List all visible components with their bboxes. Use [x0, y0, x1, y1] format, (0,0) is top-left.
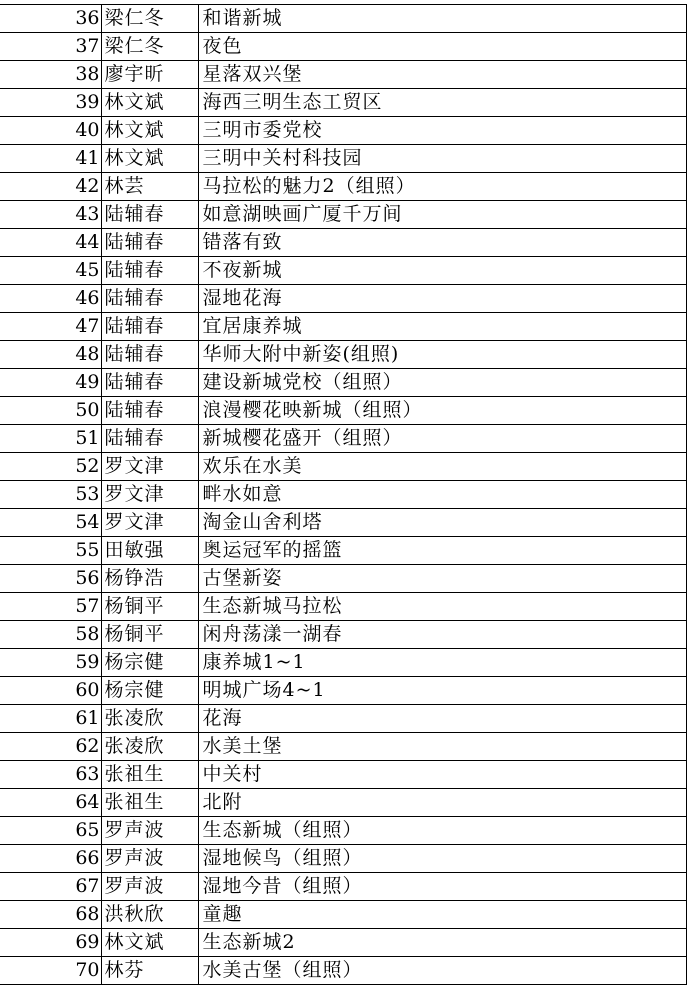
table-row	[0, 425, 686, 453]
title-cell[interactable]: 三明中关村科技园	[198, 145, 686, 173]
row-lead-cell[interactable]	[0, 565, 8, 593]
number-cell[interactable]: 39	[8, 89, 101, 117]
title-cell[interactable]: 夜色	[198, 33, 686, 61]
title-cell[interactable]: 湿地今昔（组照）	[198, 873, 686, 901]
title-cell[interactable]: 错落有致	[198, 229, 686, 257]
row-lead-cell[interactable]	[0, 817, 8, 845]
row-lead-cell[interactable]	[0, 173, 8, 201]
title-cell[interactable]: 海西三明生态工贸区	[198, 89, 686, 117]
table-row	[0, 201, 686, 229]
title-cell[interactable]: 湿地花海	[198, 285, 686, 313]
title-cell[interactable]: 闲舟荡漾一湖春	[198, 621, 686, 649]
table-row	[0, 313, 686, 341]
title-cell[interactable]: 生态新城（组照）	[198, 817, 686, 845]
number-cell[interactable]: 66	[8, 845, 101, 873]
author-cell[interactable]: 罗声波	[101, 845, 198, 873]
number-cell[interactable]: 40	[8, 117, 101, 145]
author-cell[interactable]: 洪秋欣	[101, 901, 198, 929]
number-cell[interactable]: 45	[8, 257, 101, 285]
title-cell[interactable]: 花海	[198, 705, 686, 733]
author-cell[interactable]: 廖宇昕	[101, 61, 198, 89]
number-cell[interactable]: 44	[8, 229, 101, 257]
author-cell[interactable]: 田敏强	[101, 537, 198, 565]
title-cell[interactable]: 华师大附中新姿(组照)	[198, 341, 686, 369]
entries-table	[0, 4, 687, 985]
number-cell[interactable]: 41	[8, 145, 101, 173]
number-cell[interactable]: 56	[8, 565, 101, 593]
number-cell[interactable]: 55	[8, 537, 101, 565]
row-lead-cell[interactable]	[0, 313, 8, 341]
number-cell[interactable]: 49	[8, 369, 101, 397]
title-cell[interactable]: 水美古堡（组照）	[198, 957, 686, 985]
row-lead-cell[interactable]	[0, 677, 8, 705]
title-cell[interactable]: 明城广场4~1	[198, 677, 686, 705]
table-row	[0, 957, 686, 985]
author-cell[interactable]: 梁仁冬	[101, 5, 198, 33]
row-lead-cell[interactable]	[0, 649, 8, 677]
title-cell[interactable]: 浪漫樱花映新城（组照）	[198, 397, 686, 425]
table-row	[0, 593, 686, 621]
row-lead-cell[interactable]	[0, 453, 8, 481]
table-row	[0, 33, 686, 61]
author-cell[interactable]: 杨铮浩	[101, 565, 198, 593]
number-cell[interactable]: 47	[8, 313, 101, 341]
row-lead-cell[interactable]	[0, 229, 8, 257]
title-cell[interactable]: 畔水如意	[198, 481, 686, 509]
author-cell[interactable]: 杨宗健	[101, 677, 198, 705]
table-row	[0, 257, 686, 285]
author-cell[interactable]: 林芸	[101, 173, 198, 201]
title-cell[interactable]: 古堡新姿	[198, 565, 686, 593]
row-lead-cell[interactable]	[0, 341, 8, 369]
number-cell[interactable]: 61	[8, 705, 101, 733]
table-row	[0, 929, 686, 957]
title-cell[interactable]: 欢乐在水美	[198, 453, 686, 481]
title-cell[interactable]: 童趣	[198, 901, 686, 929]
number-cell[interactable]: 43	[8, 201, 101, 229]
row-lead-cell[interactable]	[0, 5, 8, 33]
row-lead-cell[interactable]	[0, 705, 8, 733]
row-lead-cell[interactable]	[0, 537, 8, 565]
row-lead-cell[interactable]	[0, 873, 8, 901]
row-lead-cell[interactable]	[0, 117, 8, 145]
author-cell[interactable]: 张祖生	[101, 761, 198, 789]
author-cell[interactable]: 罗声波	[101, 873, 198, 901]
number-cell[interactable]: 36	[8, 5, 101, 33]
title-cell[interactable]: 生态新城2	[198, 929, 686, 957]
title-cell[interactable]: 如意湖映画广厦千万间	[198, 201, 686, 229]
author-cell[interactable]: 杨铜平	[101, 593, 198, 621]
number-cell[interactable]: 46	[8, 285, 101, 313]
row-lead-cell[interactable]	[0, 789, 8, 817]
row-lead-cell[interactable]	[0, 145, 8, 173]
number-cell[interactable]: 50	[8, 397, 101, 425]
table-row	[0, 481, 686, 509]
number-cell[interactable]: 52	[8, 453, 101, 481]
table-row	[0, 537, 686, 565]
table-row	[0, 565, 686, 593]
number-cell[interactable]: 48	[8, 341, 101, 369]
table-row	[0, 341, 686, 369]
table-row	[0, 733, 686, 761]
table-row	[0, 817, 686, 845]
author-cell[interactable]: 罗文津	[101, 453, 198, 481]
author-cell[interactable]: 梁仁冬	[101, 33, 198, 61]
row-lead-cell[interactable]	[0, 929, 8, 957]
table-row	[0, 453, 686, 481]
row-lead-cell[interactable]	[0, 61, 8, 89]
row-lead-cell[interactable]	[0, 257, 8, 285]
table-row	[0, 621, 686, 649]
row-lead-cell[interactable]	[0, 957, 8, 985]
table-row	[0, 509, 686, 537]
table-row	[0, 789, 686, 817]
table-row	[0, 845, 686, 873]
number-cell[interactable]: 67	[8, 873, 101, 901]
title-cell[interactable]: 生态新城马拉松	[198, 593, 686, 621]
number-cell[interactable]: 65	[8, 817, 101, 845]
number-cell[interactable]: 38	[8, 61, 101, 89]
author-cell[interactable]: 陆辅春	[101, 285, 198, 313]
title-cell[interactable]: 和谐新城	[198, 5, 686, 33]
author-cell[interactable]: 林文斌	[101, 929, 198, 957]
author-cell[interactable]: 张凌欣	[101, 705, 198, 733]
table-row	[0, 145, 686, 173]
title-cell[interactable]: 新城樱花盛开（组照）	[198, 425, 686, 453]
table-row	[0, 677, 686, 705]
row-lead-cell[interactable]	[0, 425, 8, 453]
title-cell[interactable]: 淘金山舍利塔	[198, 509, 686, 537]
title-cell[interactable]: 不夜新城	[198, 257, 686, 285]
title-cell[interactable]: 建设新城党校（组照）	[198, 369, 686, 397]
number-cell[interactable]: 51	[8, 425, 101, 453]
table-row	[0, 89, 686, 117]
title-cell[interactable]: 奥运冠军的摇篮	[198, 537, 686, 565]
author-cell[interactable]: 林文斌	[101, 117, 198, 145]
row-lead-cell[interactable]	[0, 593, 8, 621]
table-row	[0, 649, 686, 677]
table-row	[0, 117, 686, 145]
row-lead-cell[interactable]	[0, 369, 8, 397]
row-lead-cell[interactable]	[0, 201, 8, 229]
number-cell[interactable]: 54	[8, 509, 101, 537]
row-lead-cell[interactable]	[0, 285, 8, 313]
number-cell[interactable]: 68	[8, 901, 101, 929]
title-cell[interactable]: 中关村	[198, 761, 686, 789]
title-cell[interactable]: 马拉松的魅力2（组照）	[198, 173, 686, 201]
title-cell[interactable]: 星落双兴堡	[198, 61, 686, 89]
table-row	[0, 285, 686, 313]
row-lead-cell[interactable]	[0, 621, 8, 649]
number-cell[interactable]: 62	[8, 733, 101, 761]
table-row	[0, 705, 686, 733]
row-lead-cell[interactable]	[0, 901, 8, 929]
title-cell[interactable]: 水美土堡	[198, 733, 686, 761]
author-cell[interactable]: 杨铜平	[101, 621, 198, 649]
table-row	[0, 397, 686, 425]
author-cell[interactable]: 林文斌	[101, 89, 198, 117]
number-cell[interactable]: 70	[8, 957, 101, 985]
row-lead-cell[interactable]	[0, 481, 8, 509]
table-row	[0, 61, 686, 89]
title-cell[interactable]: 宜居康养城	[198, 313, 686, 341]
author-cell[interactable]: 罗声波	[101, 817, 198, 845]
number-cell[interactable]: 64	[8, 789, 101, 817]
author-cell[interactable]: 张祖生	[101, 789, 198, 817]
author-cell[interactable]: 张凌欣	[101, 733, 198, 761]
title-cell[interactable]: 康养城1~1	[198, 649, 686, 677]
author-cell[interactable]: 陆辅春	[101, 201, 198, 229]
number-cell[interactable]: 69	[8, 929, 101, 957]
author-cell[interactable]: 林芬	[101, 957, 198, 985]
author-cell[interactable]: 陆辅春	[101, 229, 198, 257]
row-lead-cell[interactable]	[0, 509, 8, 537]
author-cell[interactable]: 陆辅春	[101, 341, 198, 369]
author-cell[interactable]: 陆辅春	[101, 369, 198, 397]
table-row	[0, 761, 686, 789]
number-cell[interactable]: 42	[8, 173, 101, 201]
author-cell[interactable]: 罗文津	[101, 481, 198, 509]
title-cell[interactable]: 湿地候鸟（组照）	[198, 845, 686, 873]
number-cell[interactable]: 60	[8, 677, 101, 705]
table-row	[0, 901, 686, 929]
author-cell[interactable]: 林文斌	[101, 145, 198, 173]
number-cell[interactable]: 37	[8, 33, 101, 61]
row-lead-cell[interactable]	[0, 761, 8, 789]
row-lead-cell[interactable]	[0, 845, 8, 873]
number-cell[interactable]: 53	[8, 481, 101, 509]
number-cell[interactable]: 58	[8, 621, 101, 649]
author-cell[interactable]: 陆辅春	[101, 257, 198, 285]
table-row	[0, 873, 686, 901]
author-cell[interactable]: 杨宗健	[101, 649, 198, 677]
number-cell[interactable]: 59	[8, 649, 101, 677]
table-row	[0, 229, 686, 257]
row-lead-cell[interactable]	[0, 33, 8, 61]
author-cell[interactable]: 陆辅春	[101, 313, 198, 341]
author-cell[interactable]: 陆辅春	[101, 425, 198, 453]
row-lead-cell[interactable]	[0, 733, 8, 761]
author-cell[interactable]: 陆辅春	[101, 397, 198, 425]
entries-table-body	[0, 5, 686, 985]
table-row	[0, 5, 686, 33]
table-row	[0, 369, 686, 397]
row-lead-cell[interactable]	[0, 89, 8, 117]
title-cell[interactable]: 三明市委党校	[198, 117, 686, 145]
table-row	[0, 173, 686, 201]
row-lead-cell[interactable]	[0, 397, 8, 425]
number-cell[interactable]: 57	[8, 593, 101, 621]
title-cell[interactable]: 北附	[198, 789, 686, 817]
number-cell[interactable]: 63	[8, 761, 101, 789]
author-cell[interactable]: 罗文津	[101, 509, 198, 537]
